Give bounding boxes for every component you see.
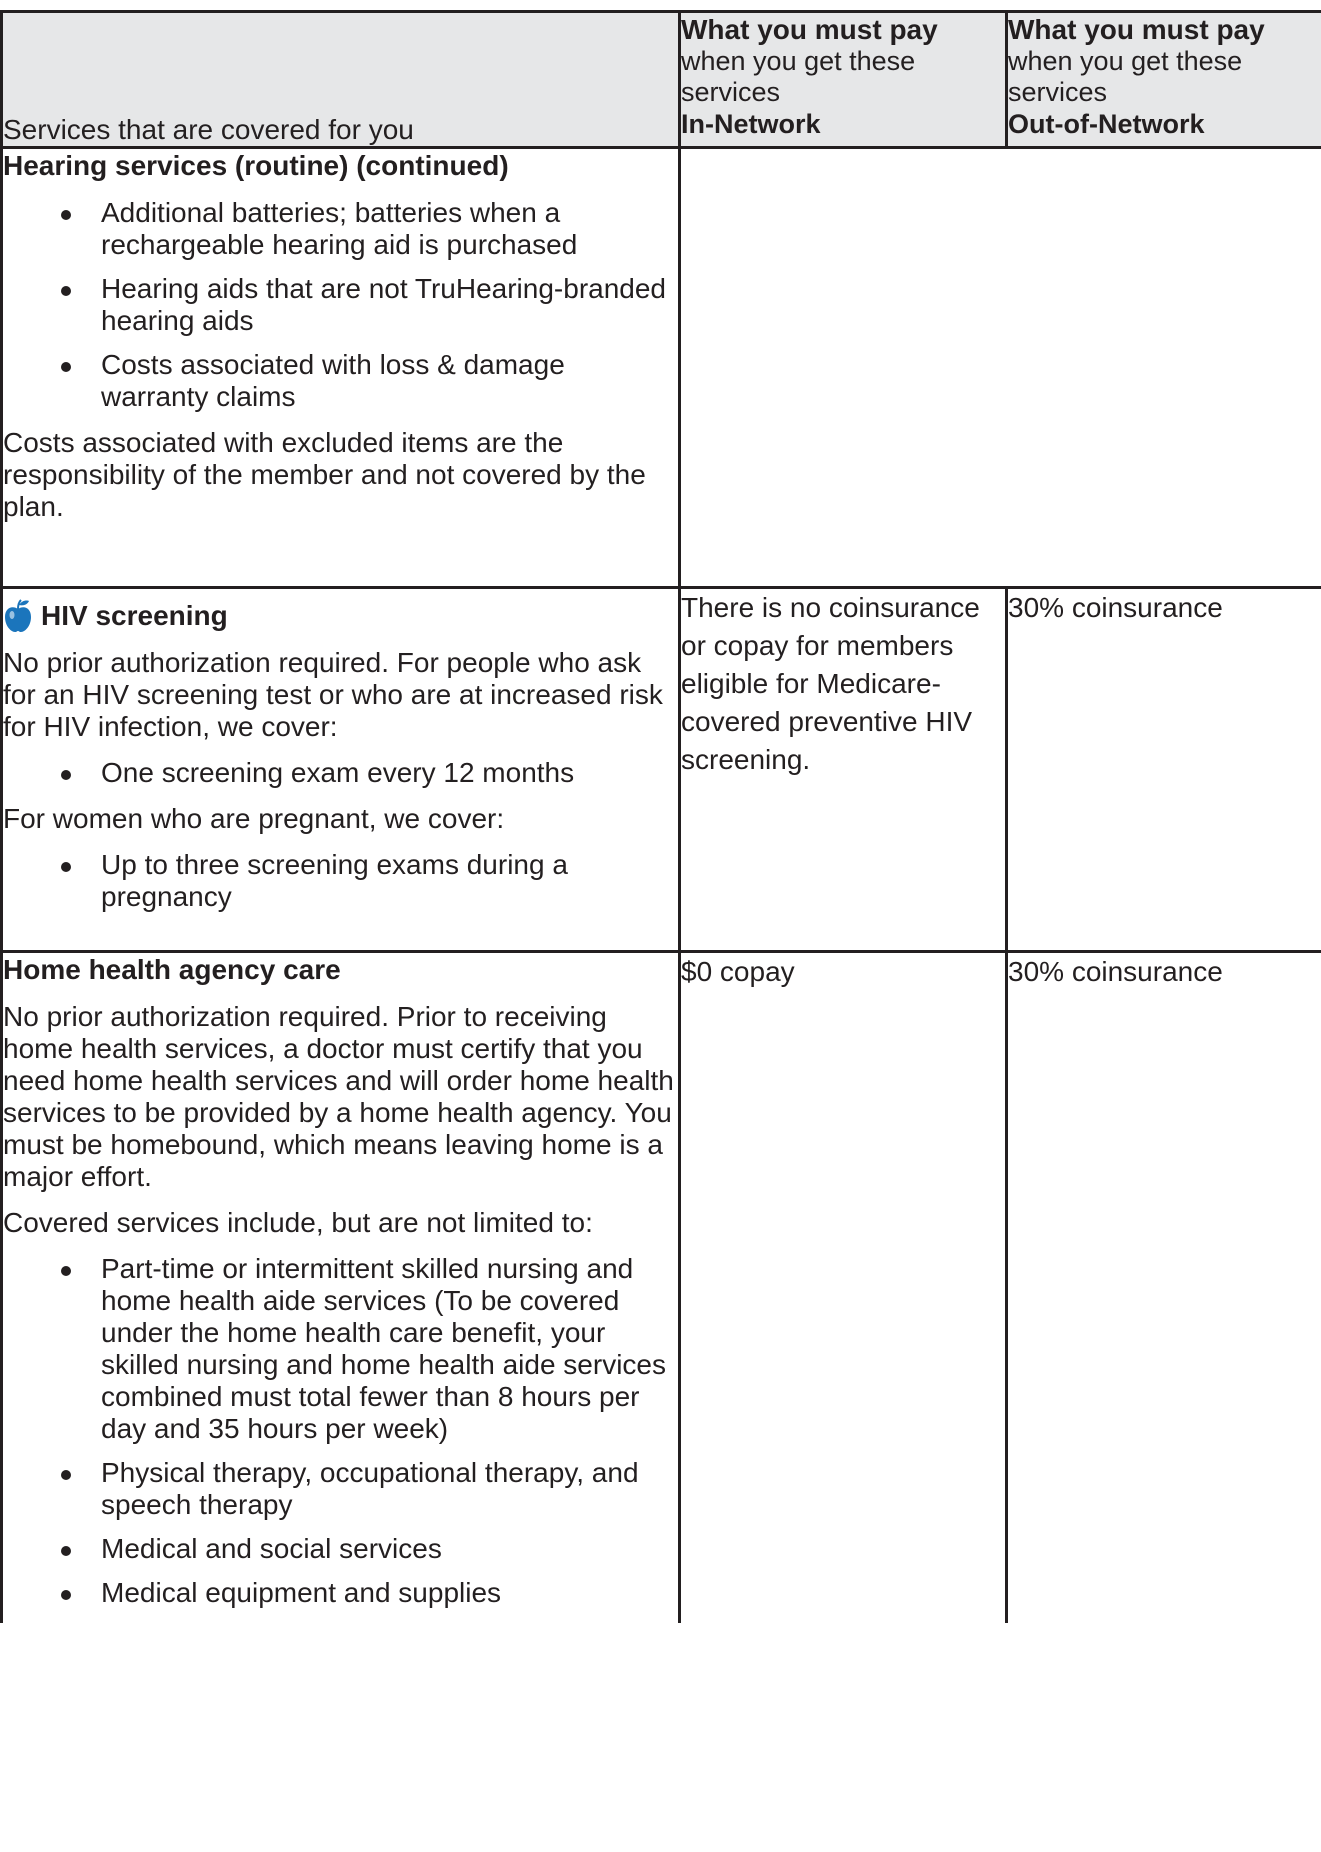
list-item: Medical equipment and supplies	[3, 1577, 678, 1609]
apple-preventive-icon	[3, 599, 33, 633]
table-row-hiv	[2, 588, 1321, 952]
in-network-cost-home-health: $0 copay	[680, 952, 1007, 1624]
bullet-icon	[61, 362, 71, 372]
list-item: Additional batteries; batteries when a rechargeable hearing aid is purchased	[3, 197, 678, 261]
header-in-sub: when you get these services	[681, 46, 916, 107]
bullet-icon	[61, 1470, 71, 1480]
in-network-cost-hiv: There is no coinsurance or copay for members eligible for Medicare-covered preventive HIV screening.	[680, 588, 1007, 952]
bullet-icon	[61, 1546, 71, 1556]
service-cell-hiv	[2, 588, 680, 952]
bullet-list	[3, 757, 678, 789]
bullet-icon	[61, 770, 71, 780]
list-item: Part-time or intermittent skilled nursing and home health aide services (To be covered under the home health care benefit, your skilled nursing and home health aide services combined must total fewer than 8 hours per day and 35 hours per week)	[3, 1253, 678, 1445]
bullet-list	[3, 1253, 678, 1609]
service-cell-home-health	[2, 952, 680, 1624]
list-item: Medical and social services	[3, 1533, 678, 1565]
bullet-icon	[61, 1266, 71, 1276]
bullet-icon	[61, 286, 71, 296]
service-intro: No prior authorization required. Prior to receiving home health services, a doctor must certify that you need home health services and will order home health services to be provided by a home health agency. You must be homebound, which means leaving home is a major effort.	[3, 1001, 674, 1192]
table-row-hearing	[2, 148, 1321, 588]
service-mid-text: For women who are pregnant, we cover:	[3, 803, 505, 834]
header-out-network	[1007, 12, 1321, 148]
list-item: Up to three screening exams during a pregnancy	[3, 849, 678, 913]
service-intro: No prior authorization required. For people who ask for an HIV screening test or who are at increased risk for HIV infection, we cover:	[3, 647, 663, 742]
header-out-title: What you must pay	[1008, 14, 1265, 45]
list-item: Hearing aids that are not TruHearing-branded hearing aids	[3, 273, 678, 337]
header-out-sub: when you get these services	[1008, 46, 1243, 107]
list-item: Costs associated with loss & damage warranty claims	[3, 349, 678, 413]
service-mid-text: Covered services include, but are not limited to:	[3, 1207, 593, 1238]
out-network-cost-home-health: 30% coinsurance	[1007, 952, 1321, 1624]
service-title: Hearing services (routine) (continued)	[3, 150, 509, 181]
table-header-row	[2, 12, 1321, 148]
service-title-row	[3, 599, 678, 633]
out-network-cost-hiv: 30% coinsurance	[1007, 588, 1321, 952]
header-in-network	[680, 12, 1007, 148]
benefits-table	[0, 10, 1321, 1623]
service-title: Home health agency care	[3, 954, 341, 985]
list-item: Physical therapy, occupational therapy, and speech therapy	[3, 1457, 678, 1521]
header-in-title: What you must pay	[681, 14, 938, 45]
service-cell-hearing	[2, 148, 680, 588]
service-note: Costs associated with excluded items are the responsibility of the member and not covered by the plan.	[3, 427, 646, 522]
bullet-list	[3, 197, 678, 413]
bullet-icon	[61, 210, 71, 220]
header-out-network-label: Out-of-Network	[1008, 109, 1205, 139]
list-item: One screening exam every 12 months	[3, 757, 678, 789]
service-title: HIV screening	[41, 600, 228, 631]
header-in-network-label: In-Network	[681, 109, 821, 139]
header-services: Services that are covered for you	[2, 12, 680, 148]
table-row-home-health	[2, 952, 1321, 1624]
bullet-icon	[61, 1590, 71, 1600]
pay-cell-empty	[680, 148, 1321, 588]
bullet-list	[3, 849, 678, 913]
bullet-icon	[61, 862, 71, 872]
